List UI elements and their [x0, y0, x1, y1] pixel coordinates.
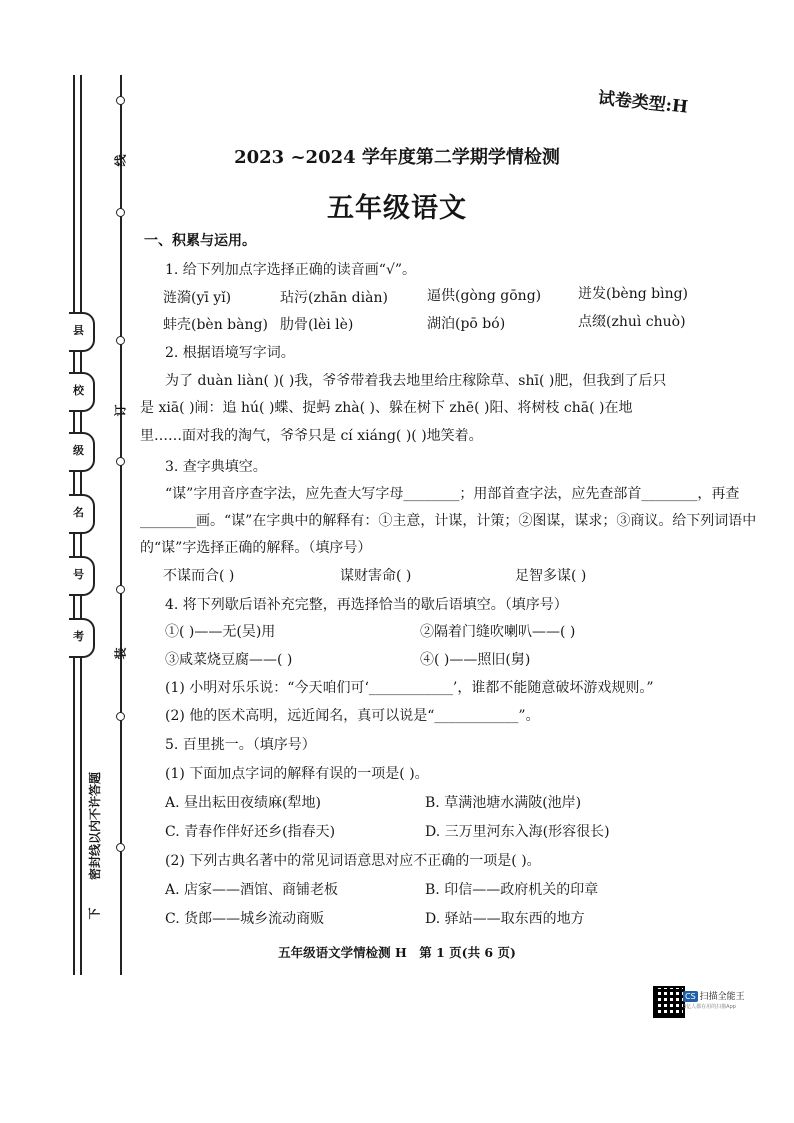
question-4-fill: (2) 他的医术高明，远近闻名，真可以说是“____________”。 — [165, 708, 540, 724]
question-4-pair: ④( )——照旧(舅) — [420, 652, 531, 668]
cut-mark-line: 线 — [113, 154, 128, 167]
cut-mark-staple: 装 — [113, 647, 128, 660]
question-5-sub1: (1) 下面加点字词的解释有误的一项是( )。 — [165, 766, 429, 782]
question-3-line: 的“谋”字选择正确的解释。（填序号） — [140, 540, 372, 556]
question-5-option: B. 草满池塘水满陂(池岸) — [425, 795, 582, 811]
pinyin-option: 蚌壳(bèn bàng) — [163, 317, 268, 333]
question-5-option: A. 店家——酒馆、商铺老板 — [165, 882, 339, 898]
question-5-option: C. 青春作伴好还乡(指春天) — [165, 824, 336, 840]
section-heading: 一、积累与运用。 — [144, 233, 256, 249]
question-4-pair: ③咸菜烧豆腐——( ) — [165, 652, 293, 668]
question-4-pair: ②隔着门缝吹喇叭——( ) — [420, 624, 576, 640]
pinyin-option: 点缀(zhuì chuò) — [578, 314, 686, 330]
binding-box-county: 县 — [69, 312, 95, 352]
question-3-item: 不谋而合( ) — [163, 568, 235, 584]
question-3-item: 足智多谋( ) — [515, 568, 587, 584]
binding-notice: 密封线以内不许答题 — [88, 771, 102, 880]
pinyin-option: 逼供(gòng gōng) — [427, 288, 542, 304]
binding-circle — [116, 336, 125, 345]
pinyin-option: 涟漪(yī yǐ) — [163, 290, 232, 306]
pinyin-option: 迸发(bèng bìng) — [578, 286, 689, 302]
question-5-option: D. 三万里河东入海(形容很长) — [425, 824, 610, 840]
question-5-title: 5. 百里挑一。（填序号） — [165, 737, 316, 753]
exam-title: 2023 ~2024 学年度第二学期学情检测 — [234, 147, 560, 168]
question-2-line: 是 xiā( )闹：追 hú( )蝶、捉蚂 zhà( )、躲在树下 zhē( )阳、将树枝 chā( )在地 — [140, 400, 633, 416]
camscanner-icon: CS — [685, 992, 696, 1001]
cut-mark-bind: 订 — [113, 404, 128, 417]
question-5-option: C. 货郎——城乡流动商贩 — [165, 911, 325, 927]
question-4-title: 4. 将下列歇后语补充完整，再选择恰当的歇后语填空。（填序号） — [165, 597, 568, 613]
scanner-subtitle: 3亿人都在用的扫描App — [683, 1004, 736, 1010]
scanner-logo: CS 扫描全能王 — [685, 992, 745, 1002]
binding-circle — [116, 585, 125, 594]
pinyin-option: 玷污(zhān diàn) — [280, 290, 388, 306]
binding-box-exam: 考 — [69, 618, 95, 658]
question-3-item: 谋财害命( ) — [340, 568, 412, 584]
question-3-title: 3. 查字典填空。 — [165, 459, 267, 475]
page-footer: 五年级语文学情检测 H 第 1 页(共 6 页) — [278, 945, 516, 960]
binding-circle — [116, 457, 125, 466]
binding-box-name: 名 — [69, 494, 95, 534]
paper-type-label: 试卷类型:H — [596, 88, 689, 118]
binding-circle — [116, 96, 125, 105]
question-4-pair: ①( )——无(吴)用 — [165, 624, 276, 640]
question-2-title: 2. 根据语境写字词。 — [165, 345, 295, 361]
question-3-line: ________画。“谋”在字典中的解释有：①主意，计谋，计策；②图谋，谋求；③商议。给下列词语中 — [140, 513, 757, 529]
question-1-title: 1. 给下列加点字选择正确的读音画“√”。 — [165, 262, 417, 278]
question-4-fill: (1) 小明对乐乐说：“今天咱们可‘____________’，谁都不能随意破坏游戏规则。” — [165, 680, 654, 696]
binding-circle — [116, 712, 125, 721]
question-5-option: A. 昼出耘田夜绩麻(犁地) — [165, 795, 321, 811]
question-5-option: B. 印信——政府机关的印章 — [425, 882, 599, 898]
qr-code-icon — [653, 986, 685, 1018]
question-5-sub2: (2) 下列古典名著中的常见词语意思对应不正确的一项是( )。 — [165, 853, 541, 869]
binding-box-school: 校 — [69, 372, 95, 412]
question-2-line: 为了 duàn liàn( )( )我，爷爷带着我去地里给庄稼除草、shī( )肥，但我到了后只 — [165, 373, 667, 389]
pinyin-option: 湖泊(pō bó) — [427, 316, 506, 332]
binding-circle — [116, 843, 125, 852]
question-5-option: D. 驿站——取东西的地方 — [425, 911, 585, 927]
pinyin-option: 肋骨(lèi lè) — [280, 317, 354, 333]
question-3-line: “谋”字用音序查字法，应先查大写字母________；用部首查字法，应先查部首________，再查 — [165, 486, 740, 502]
subject-title: 五年级语文 — [327, 193, 467, 224]
binding-top-mark: 下 — [87, 907, 102, 920]
binding-box-class: 级 — [69, 432, 95, 472]
question-2-line: 里……面对我的淘气，爷爷只是 cí xiáng( )( )地笑着。 — [140, 428, 483, 444]
binding-box-number: 号 — [69, 556, 95, 596]
